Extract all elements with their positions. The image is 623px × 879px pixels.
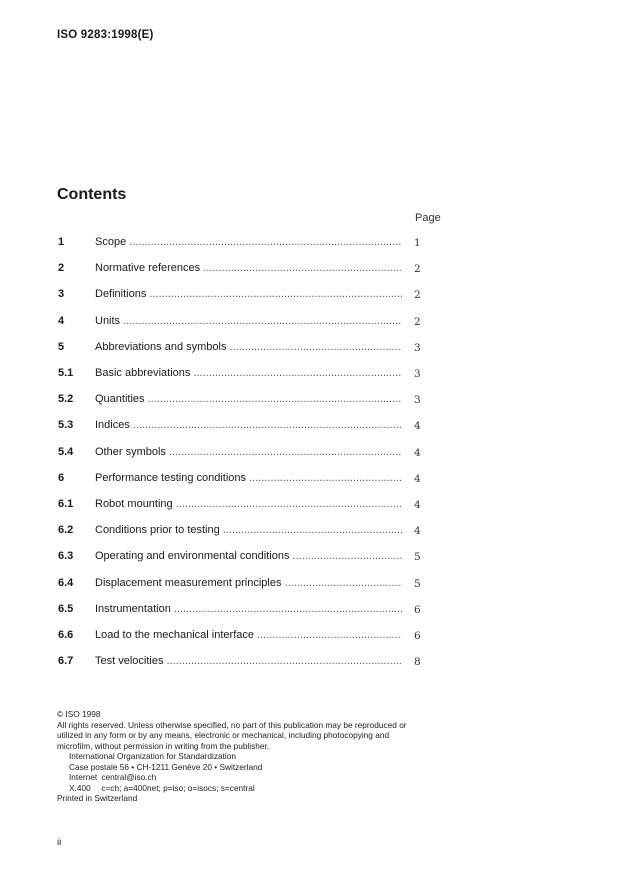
toc-entry-page: 6 <box>414 630 421 642</box>
toc-entry-number: 5 <box>58 340 65 353</box>
toc-entry-title: Abbreviations and symbols ..... <box>95 341 402 353</box>
toc-entry <box>58 446 428 462</box>
toc-entry-title: Operating and environmental conditions ..... <box>95 550 402 562</box>
toc-entry-title: Displacement measurement principles ..... <box>95 577 402 589</box>
toc-entry-page: 4 <box>414 446 421 459</box>
printed-in: Printed in Switzerland <box>57 793 138 803</box>
toc-entry-page: 4 <box>414 499 421 511</box>
toc-entry-page: 2 <box>414 315 421 328</box>
toc-entry-number: 4 <box>58 314 65 327</box>
toc-entry-page: 4 <box>414 525 421 538</box>
toc-entry <box>58 288 428 304</box>
toc-entry <box>58 550 428 566</box>
toc-entry <box>58 236 428 252</box>
postal-address: Case postale 56 • CH-1211 Genève 20 • Switzerland <box>69 761 263 772</box>
toc-entry-number: 5.3 <box>58 419 74 432</box>
toc-entry-title: Load to the mechanical interface ..... <box>95 629 402 641</box>
toc-entry-number: 6.7 <box>58 655 74 668</box>
internet-label: Internet <box>69 772 98 782</box>
toc-entry <box>58 577 428 593</box>
toc-entry <box>58 419 428 435</box>
toc-entry-title: Indices ..... <box>95 419 402 431</box>
toc-entry-page: 5 <box>414 577 421 590</box>
x400-label: X.400 <box>69 782 91 793</box>
toc-entry <box>58 367 428 383</box>
internet-row <box>57 772 417 783</box>
toc-entry <box>58 393 428 409</box>
toc-entry-title: Units ..... <box>95 315 402 327</box>
toc-entry-title: Robot mounting ..... <box>95 498 402 510</box>
toc-entry-title: Definitions ..... <box>95 288 402 300</box>
internet-address: central@iso.ch <box>101 772 157 782</box>
toc-entry-number: 5.1 <box>58 367 74 379</box>
toc-entry <box>58 629 428 645</box>
copyright-block <box>57 709 417 804</box>
toc-entry-page: 6 <box>414 603 421 616</box>
toc-entry-number: 5.2 <box>58 393 74 406</box>
toc-entry-page: 4 <box>414 472 421 485</box>
toc-entry <box>58 262 428 278</box>
toc-entry-title: Scope ..... <box>95 236 402 248</box>
toc-entry-page: 5 <box>414 551 421 564</box>
page-column-label: Page <box>415 212 441 224</box>
toc-entry-title: Normative references ..... <box>95 262 402 274</box>
copyright-line: © ISO 1998 <box>57 709 101 719</box>
toc-entry-number: 6.3 <box>58 550 74 563</box>
x400-row <box>57 783 417 794</box>
toc-entry-page: 3 <box>414 394 421 407</box>
organization-name: International Organization for Standardization <box>69 751 236 761</box>
toc-entry-title: Other symbols ..... <box>95 446 402 458</box>
toc-entry-number: 6.4 <box>58 576 74 589</box>
toc-entry <box>58 655 428 671</box>
toc-entry <box>58 524 428 540</box>
toc-entry-number: 2 <box>58 262 65 275</box>
toc-entry <box>58 603 428 619</box>
toc-entry-number: 6.5 <box>58 602 74 615</box>
toc-entry-title: Quantities ..... <box>95 393 402 405</box>
toc-entry-number: 6 <box>58 471 65 484</box>
toc-entry-number: 5.4 <box>58 445 74 458</box>
toc-entry-title: Performance testing conditions ..... <box>95 472 402 484</box>
page-title: Contents <box>57 186 127 203</box>
rights-statement: All rights reserved. Unless otherwise specified, no part of this publication may be reproduced or utilized in any form or by any means, electronic or mechanical, including photocopying and microfilm, without permission in writing from the publisher. <box>57 719 407 751</box>
page-number: ii <box>57 837 62 848</box>
toc-entry-page: 2 <box>414 289 421 302</box>
document-id: ISO 9283:1998(E) <box>57 29 154 41</box>
toc-entry-page: 3 <box>414 341 421 354</box>
toc-entry-number: 1 <box>58 236 65 248</box>
toc-entry-number: 6.2 <box>58 524 74 537</box>
toc-entry-title: Conditions prior to testing ..... <box>95 524 402 536</box>
toc-entry-page: 4 <box>414 420 421 433</box>
toc-entry-title: Test velocities ..... <box>95 655 402 667</box>
toc-entry <box>58 472 428 488</box>
x400-address: c=ch; a=400net; p=iso; o=isocs; s=central <box>101 782 255 793</box>
toc-entry-page: 2 <box>414 263 421 276</box>
toc-entry-number: 6.1 <box>58 498 74 510</box>
toc-entry <box>58 315 428 331</box>
toc-entry-page: 8 <box>414 656 421 669</box>
toc-entry-number: 6.6 <box>58 629 74 641</box>
toc-entry-title: Instrumentation ..... <box>95 603 402 615</box>
toc-entry-page: 3 <box>414 368 421 380</box>
toc-entry <box>58 341 428 357</box>
toc-entry-title: Basic abbreviations ..... <box>95 367 402 379</box>
toc-entry-page: 1 <box>414 237 421 249</box>
toc-entry-number: 3 <box>58 288 65 301</box>
toc-entry <box>58 498 428 514</box>
